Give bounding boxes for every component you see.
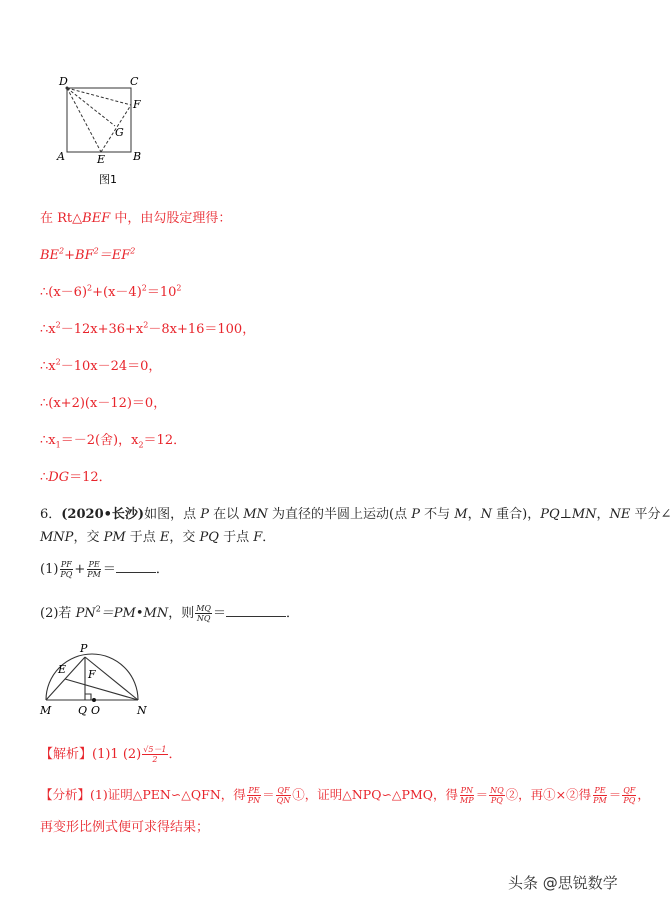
op: ＝ <box>262 787 275 802</box>
denominator: QN <box>276 796 291 805</box>
problem-6-line-2 <box>40 526 275 545</box>
text: ． <box>262 530 276 545</box>
term: BE <box>40 248 60 263</box>
segment-df <box>67 88 131 105</box>
fraction <box>276 786 292 805</box>
denominator: PM <box>87 570 101 579</box>
text: 在 Rt△ <box>40 211 83 226</box>
term: ∴x <box>40 433 56 448</box>
text: 如图，点 <box>144 507 201 522</box>
exp: 2 <box>87 283 93 293</box>
op: ＝ <box>102 562 116 577</box>
label-m: M <box>40 704 52 717</box>
numerator: PF <box>60 560 72 569</box>
numerator: MQ <box>196 604 211 613</box>
label-d: D <box>59 75 68 88</box>
exp: 2 <box>93 246 99 256</box>
solution-line-7 <box>40 429 186 450</box>
fraction-pe-pm <box>86 560 102 579</box>
solution-line-4 <box>40 318 255 337</box>
term: DG <box>48 470 70 485</box>
sub: 2 <box>138 440 144 450</box>
answer-blank-1[interactable] <box>116 562 156 573</box>
label-f: F <box>88 668 96 681</box>
numerator: PE <box>88 560 100 569</box>
exp: 2 <box>130 246 136 256</box>
denominator: MP <box>460 796 474 805</box>
label-f: F <box>133 98 141 111</box>
denominator: 2 <box>152 755 158 764</box>
label-n: N <box>137 704 147 717</box>
op: ＝ <box>608 787 622 802</box>
var: M <box>454 507 468 522</box>
denominator: PQ <box>60 570 73 579</box>
var: N <box>480 507 492 522</box>
denominator: PN <box>247 796 261 805</box>
var: NE <box>609 507 631 522</box>
answer-blank-2[interactable] <box>226 606 286 617</box>
var: F <box>253 530 263 545</box>
term: －8x+16＝100， <box>148 322 256 337</box>
triangle-bef: BEF <box>82 211 111 226</box>
numerator: PE <box>248 786 260 795</box>
text: (1)证明△PEN∽△QFN，得 <box>90 787 246 802</box>
figure-1-caption: 图1 <box>99 173 117 186</box>
fraction-mq-nq <box>195 604 212 623</box>
exp: 2 <box>59 246 65 256</box>
figure-1-square-diagram <box>52 70 162 192</box>
numerator: NQ <box>490 786 504 795</box>
text: 重合)， <box>491 507 541 522</box>
denominator: NQ <box>196 614 211 623</box>
op: ＝ <box>475 787 489 802</box>
var: E <box>159 530 170 545</box>
sub: 1 <box>55 440 61 450</box>
var: PN <box>75 606 96 621</box>
label-e: E <box>97 153 106 166</box>
var: MN <box>243 507 268 522</box>
term: －10x－24＝0， <box>60 359 162 374</box>
fraction <box>247 786 261 805</box>
text: ，交 <box>169 530 200 545</box>
term: ＝－2(舍)，x <box>60 433 139 448</box>
text: ， <box>596 507 610 522</box>
answer-text: (1)1 (2) <box>92 747 142 762</box>
segment-de <box>67 88 101 152</box>
fraction <box>592 786 608 805</box>
label-g: G <box>115 126 124 139</box>
text: 不与 <box>420 507 455 522</box>
text: ，交 <box>73 530 104 545</box>
op: ＝ <box>212 606 226 621</box>
text: 为直径的半圆上运动(点 <box>267 507 412 522</box>
var: P <box>411 507 421 522</box>
problem-source: (2020•长沙) <box>61 507 145 522</box>
analysis-tag: 【分析】 <box>40 787 91 802</box>
denominator: PQ <box>623 796 636 805</box>
denominator: PM <box>593 796 607 805</box>
label-c: C <box>130 75 139 88</box>
solution-line-8 <box>40 466 112 485</box>
exp: 2 <box>55 320 61 330</box>
analysis-line-2: 再变形比例式便可求得结果； <box>40 820 210 835</box>
text: 平分∠ <box>630 507 671 522</box>
label-p: P <box>80 642 88 655</box>
var: P <box>200 507 209 522</box>
analysis-line-1 <box>40 785 650 805</box>
term: +(x－4) <box>92 285 142 300</box>
term: ∴x <box>40 359 56 374</box>
fraction-pf-pq <box>59 560 73 579</box>
term: －12x+36+x <box>60 322 144 337</box>
text: ． <box>155 562 169 577</box>
label-e: E <box>58 663 67 676</box>
watermark: 头条 @思锐数学 <box>508 874 618 892</box>
numerator: PN <box>460 786 473 795</box>
solution-line-1 <box>40 207 231 226</box>
term: ＝12． <box>69 470 112 485</box>
fraction <box>489 786 505 805</box>
var: PM <box>103 530 126 545</box>
solution-line-3 <box>40 281 182 300</box>
text: ， <box>467 507 481 522</box>
text: ①，证明△NPQ∽△PMQ，得 <box>292 787 458 802</box>
exp: 2 <box>55 357 61 367</box>
center-o <box>92 698 96 702</box>
question-label: (1) <box>40 562 59 577</box>
figure-2-semicircle-diagram <box>34 640 154 720</box>
fraction <box>459 786 475 805</box>
exp: 2 <box>95 604 101 614</box>
segment-dg <box>67 88 115 126</box>
text: 中，由勾股定理得： <box>110 211 232 226</box>
exp: 2 <box>141 283 147 293</box>
text: 在以 <box>208 507 244 522</box>
term: ∴ <box>40 470 49 485</box>
answer-tag: 【解析】 <box>40 747 93 762</box>
term: ＝EF <box>98 248 131 263</box>
text: ，则 <box>168 606 195 621</box>
solution-line-5 <box>40 355 161 374</box>
label-q: Q <box>78 704 88 717</box>
segment-ne <box>65 679 138 700</box>
text: ． <box>168 747 182 762</box>
label-a: A <box>57 150 65 163</box>
term: +BF <box>64 248 94 263</box>
answer-line <box>40 743 182 764</box>
text: 于点 <box>218 530 254 545</box>
numerator: QF <box>277 786 290 795</box>
label-o: O <box>91 704 101 717</box>
denominator: PQ <box>490 796 503 805</box>
question-1 <box>40 558 169 579</box>
question-2 <box>40 602 299 623</box>
text: ， <box>637 787 650 802</box>
text: 于点 <box>125 530 160 545</box>
term: ∴(x－6) <box>40 285 88 300</box>
term: ＝12． <box>143 433 187 448</box>
numerator: QF <box>623 786 636 795</box>
problem-number: 6． <box>40 507 62 522</box>
var: PQ⊥MN <box>540 507 597 522</box>
right-angle-mark <box>85 694 91 700</box>
exp: 2 <box>143 320 149 330</box>
text: ． <box>285 606 299 621</box>
solution-line-6: ∴(x+2)(x－12)＝0， <box>40 396 167 411</box>
text: ②，再①×②得 <box>505 787 592 802</box>
numerator: √5－1 <box>143 745 167 754</box>
problem-6-line-1 <box>40 503 671 522</box>
label-b: B <box>133 150 142 163</box>
fraction-answer <box>142 745 167 764</box>
numerator: PE <box>594 786 606 795</box>
term: ∴x <box>40 322 56 337</box>
var: PQ <box>199 530 219 545</box>
question-label: (2)若 <box>40 606 76 621</box>
solution-line-2 <box>40 244 135 263</box>
term: ＝10 <box>146 285 177 300</box>
var: ＝PM•MN <box>100 606 169 621</box>
fraction <box>622 786 636 805</box>
op: + <box>74 562 86 577</box>
exp: 2 <box>176 283 182 293</box>
var: MNP <box>40 530 74 545</box>
